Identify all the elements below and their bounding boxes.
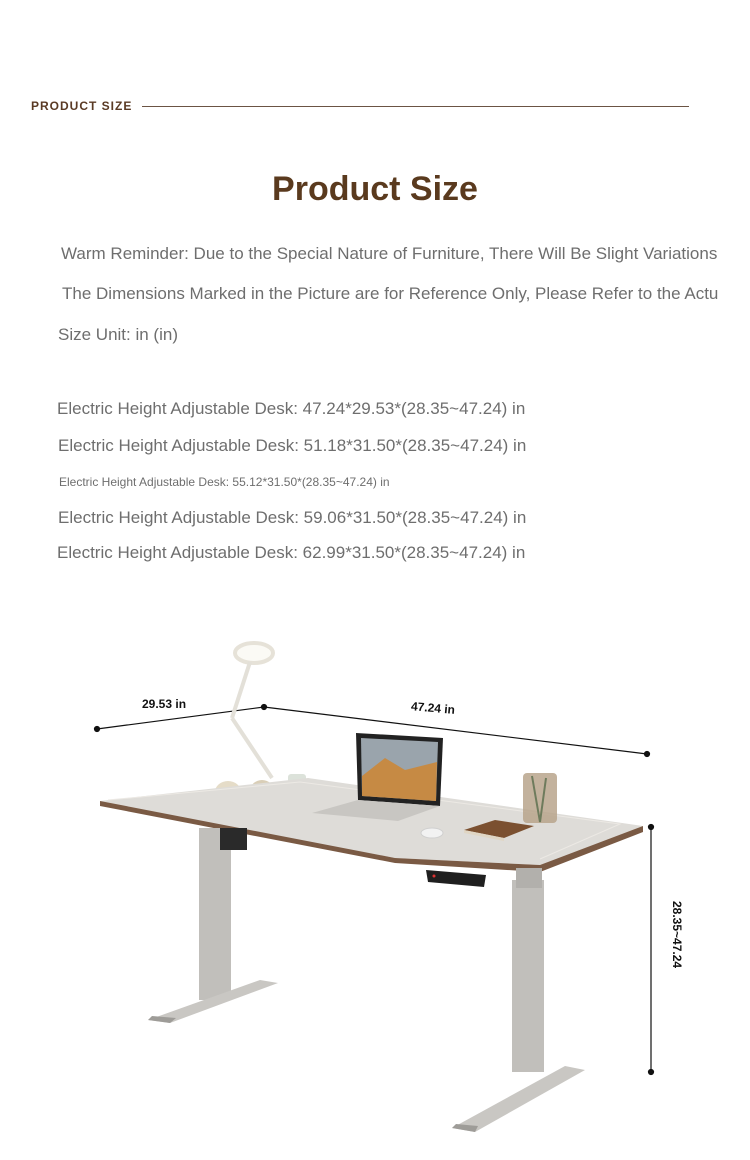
height-dimension-line [649, 825, 654, 1075]
right-leg [452, 868, 585, 1132]
vase [523, 773, 557, 823]
width-label: 47.24 in [410, 699, 456, 717]
height-label: 28.35~47.24 [670, 901, 684, 969]
dimension-item: Electric Height Adjustable Desk: 59.06*31.50*(28.35~47.24) in [58, 508, 527, 527]
dimension-item: Electric Height Adjustable Desk: 62.99*31.50*(28.35~47.24) in [57, 543, 526, 562]
desk-dimension-figure [0, 600, 750, 1160]
reminder-note: Warm Reminder: Due to the Special Nature of Furniture, There Will Be Slight Variations [61, 244, 718, 263]
size-unit-note: Size Unit: in (in) [58, 325, 178, 344]
laptop [312, 733, 443, 821]
mouse [421, 828, 443, 838]
section-label: PRODUCT SIZE [31, 99, 133, 113]
dimension-item: Electric Height Adjustable Desk: 55.12*31.50*(28.35~47.24) in [59, 475, 390, 489]
width-dimension-line [264, 707, 650, 757]
depth-label: 29.53 in [142, 697, 187, 711]
reference-note: The Dimensions Marked in the Picture are for Reference Only, Please Refer to the Actu [62, 284, 719, 303]
page-title: Product Size [272, 170, 478, 208]
control-panel [426, 870, 486, 887]
dimension-item: Electric Height Adjustable Desk: 47.24*29.53*(28.35~47.24) in [57, 399, 526, 418]
left-leg [148, 828, 278, 1023]
dimension-item: Electric Height Adjustable Desk: 51.18*31.50*(28.35~47.24) in [58, 436, 527, 455]
desk-illustration [0, 600, 750, 1160]
